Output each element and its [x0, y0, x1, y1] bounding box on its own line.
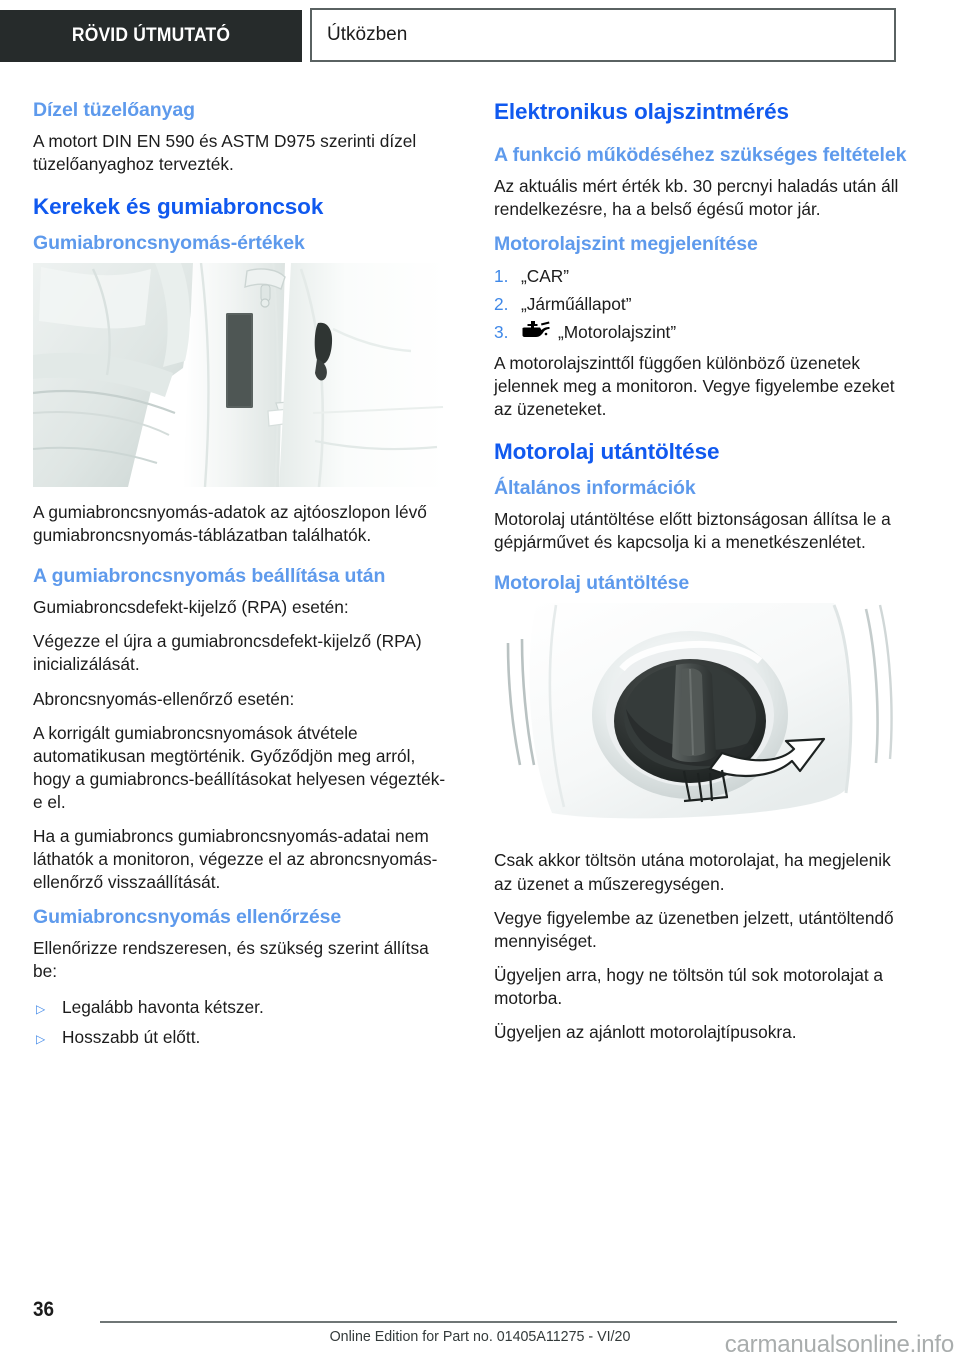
paragraph-check-intro: Ellenőrizze rendszeresen, és szükség szerint állítsa be:	[33, 938, 429, 982]
step-number: 2.	[494, 294, 509, 315]
header-section-box	[310, 8, 896, 62]
list-item	[494, 292, 907, 318]
page-header	[0, 0, 960, 70]
list-item	[33, 1024, 446, 1051]
page-footer	[0, 1284, 960, 1362]
paragraph-rpa-case: Gumiabroncsdefekt-kijelző (RPA) esetén:	[33, 597, 349, 618]
oil-filler-cap-illustration	[494, 603, 907, 835]
heading-electronic-oil-measurement: Elektronikus olajszintmérés	[494, 99, 789, 124]
paragraph-general-information: Motorolaj utántöltése előtt biztonságosan állítsa le a gépjárművet és kapcsolja ki a menetkészenlétet.	[494, 509, 891, 553]
figure-door-pillar-label	[33, 263, 446, 487]
paragraph-oil-level-messages: A motorolajszinttől függően különböző üzenetek jelennek meg a monitoron. Vegye figyelembe ezeket az üzeneteket.	[494, 353, 895, 420]
list-check-intervals	[33, 994, 446, 1051]
triangle-bullet-icon: ▷	[36, 1032, 46, 1047]
heading-tyre-pressure-check: Gumiabroncsnyomás ellenőrzése	[33, 906, 342, 929]
list-item-label: Hosszabb út előtt.	[62, 1027, 201, 1048]
paragraph-refill-overfill-warning: Ügyeljen arra, hogy ne töltsön túl sok motorolajat a motorba.	[494, 964, 884, 1008]
watermark-text: carmanualsonline.info	[724, 1331, 954, 1358]
door-pillar-illustration	[33, 263, 446, 487]
heading-general-information: Általános információk	[494, 477, 696, 500]
heading-diesel-fuel: Dízel tüzelőanyag	[33, 99, 195, 121]
triangle-bullet-icon: ▷	[36, 1002, 46, 1017]
step-label: „Járműállapot”	[521, 294, 632, 315]
list-oil-level-steps	[494, 264, 907, 346]
heading-wheels-and-tyres: Kerekek és gumiabroncsok	[33, 194, 324, 220]
left-column	[33, 98, 446, 1055]
step-number: 1.	[494, 266, 509, 287]
heading-engine-oil-refill: Motorolaj utántöltése	[494, 439, 720, 465]
paragraph-refill-quantity: Vegye figyelembe az üzenetben jelzett, utántöltendő mennyiséget.	[494, 907, 894, 951]
paragraph-rpa-action: Végezze el újra a gumiabroncsdefekt-kijelző (RPA) inicializálását.	[33, 631, 422, 675]
figure-oil-filler-cap	[494, 603, 907, 835]
header-tab-label: RÖVID ÚTMUTATÓ	[71, 25, 231, 46]
paragraph-refill-oil-types: Ügyeljen az ajánlott motorolajtípusokra.	[494, 1021, 797, 1042]
paragraph-diesel-fuel: A motort DIN EN 590 és ASTM D975 szerinti dízel tüzelőanyaghoz tervezték.	[33, 130, 417, 175]
footer-divider	[100, 1321, 897, 1323]
paragraph-function-conditions: Az aktuális mért érték kb. 30 percnyi haladás után áll rendelkezésre, ha a belső égésű motor jár.	[494, 176, 899, 220]
header-tab-quick-guide	[0, 10, 302, 62]
right-column	[494, 98, 907, 1055]
step-label: „Motorolajszint”	[558, 322, 677, 343]
caption-door-pillar: A gumiabroncsnyomás-adatok az ajtóoszlopon lévő gumiabroncsnyomás-táblázatban találhatók.	[33, 502, 427, 546]
list-item	[33, 994, 446, 1021]
heading-function-conditions: A funkció működéséhez szükséges feltételek	[494, 144, 907, 167]
step-label: „CAR”	[521, 266, 569, 287]
paragraph-tpm-reset: Ha a gumiabroncs gumiabroncsnyomás-adatai nem láthatók a monitoron, végezze el az abroncsnyomás-ellenőrző visszaállítását.	[33, 825, 438, 893]
paragraph-tpm-action: A korrigált gumiabroncsnyomások átvétele automatikusan megtörténik. Győződjön meg arról, hogy a gumiabroncs-beállításokat helyesen végezték-e el.	[33, 722, 446, 812]
heading-engine-oil-refill-2: Motorolaj utántöltése	[494, 572, 690, 595]
step-number: 3.	[494, 322, 509, 343]
header-section-label: Útközben	[327, 24, 408, 45]
footer-edition-line: Online Edition for Part no. 01405A11275 - VI/20	[329, 1328, 631, 1345]
list-item	[494, 264, 907, 290]
oil-can-icon	[521, 320, 551, 346]
page-columns	[0, 98, 960, 1055]
list-item-label: Legalább havonta kétszer.	[62, 997, 264, 1018]
heading-after-tyre-pressure-setting: A gumiabroncsnyomás beállítása után	[33, 565, 386, 588]
paragraph-tpm-case: Abroncsnyomás-ellenőrző esetén:	[33, 688, 295, 709]
paragraph-refill-condition: Csak akkor töltsön utána motorolajat, ha megjelenik az üzenet a műszeregységen.	[494, 850, 891, 894]
heading-oil-level-display: Motorolajszint megjelenítése	[494, 233, 758, 256]
page-number: 36	[33, 1298, 55, 1321]
list-item	[494, 320, 907, 346]
heading-tyre-pressure-values: Gumiabroncsnyomás-értékek	[33, 232, 305, 255]
